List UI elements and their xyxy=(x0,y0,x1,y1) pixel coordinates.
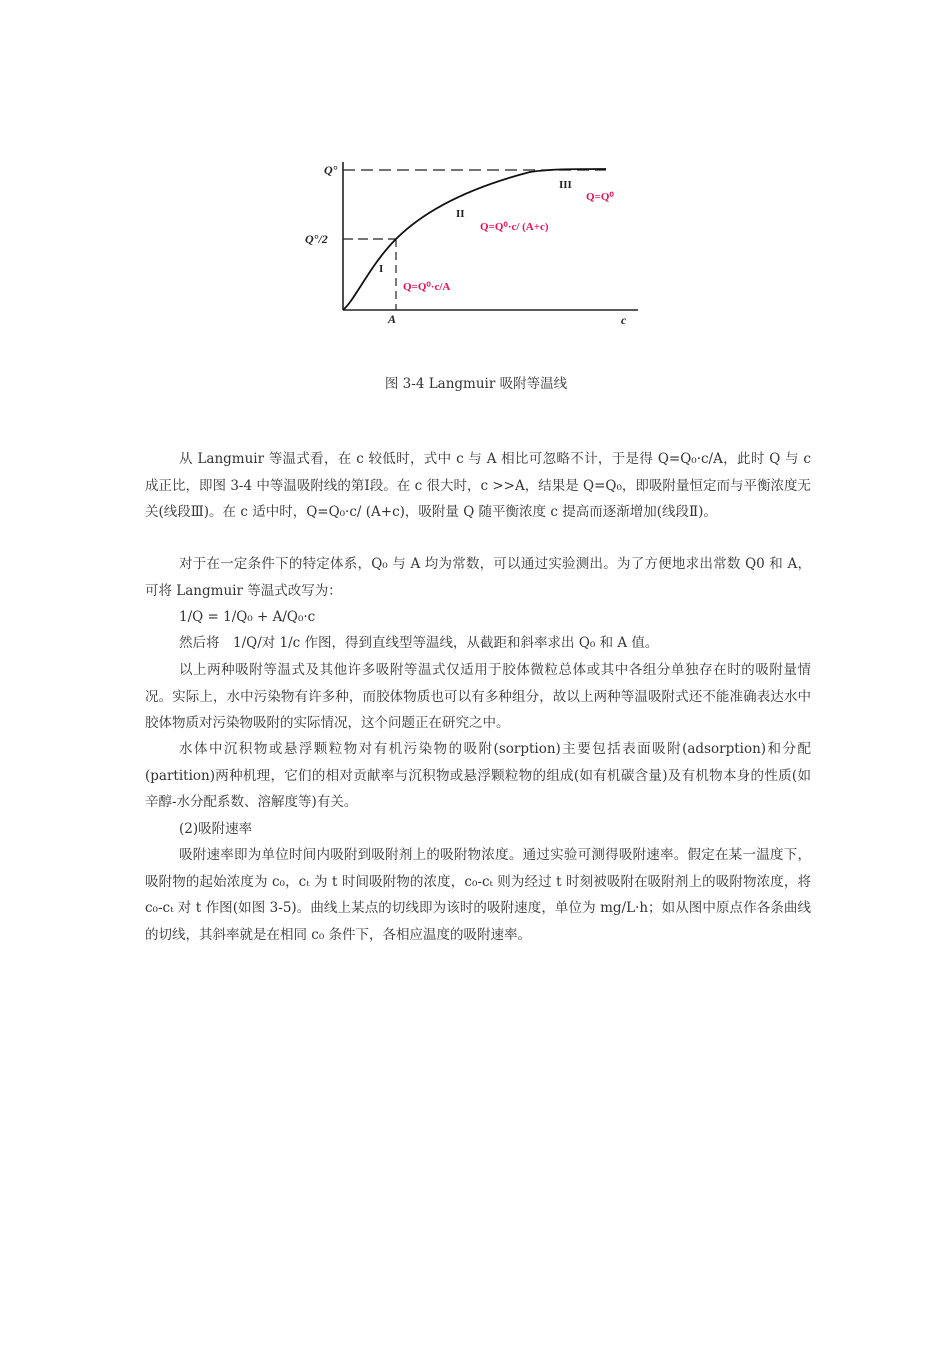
y-top-label: Q° xyxy=(324,163,338,177)
x-a-label: A xyxy=(388,312,397,326)
y-half-label: Q°/2 xyxy=(305,232,328,246)
equation-segment-2: Q=Q⁰·c/ (A+c) xyxy=(480,221,549,233)
paragraph-constants: 对于在一定条件下的特定体系，Q₀ 与 A 均为常数，可以通过实验测出。为了方便地求出常数 Q0 和 A，可将 Langmuir 等温式改写为： xyxy=(145,556,811,599)
paragraph-langmuir-interpretation: 从 Langmuir 等温式看，在 c 较低时，式中 c 与 A 相比可忽略不计，于是得 Q=Q₀·c/A，此时 Q 与 c 成正比，即图 3-4 中等温吸附线的第Ⅰ段。在 c 很大时，c >>A，结果是 Q=Q₀，即吸附量恒定而与平衡浓度无关(线段Ⅲ)。在 c 适中时，Q=Q₀·c/ (A+c)，吸附量 Q 随平衡浓度 c 提高而逐渐增加(线段Ⅱ)。 xyxy=(145,451,811,520)
figure-caption: 图 3-4 Langmuir 吸附等温线 xyxy=(384,376,568,392)
segment-1-label: I xyxy=(379,263,384,275)
paragraph-plotting: 然后将 1/Q/对 1/c 作图，得到直线型等温线，从截距和斜率求出 Q₀ 和 A 值。 xyxy=(179,635,659,651)
paragraph-sorption-mechanisms: 水体中沉积物或悬浮颗粒物对有机污染物的吸附(sorption)主要包括表面吸附(adsorption)和分配(partition)两种机理，它们的相对贡献率与沉积物或悬浮颗粒物的组成(如有机碳含量)及有机物本身的性质(如辛醇-水分配系数、溶解度等)有关。 xyxy=(145,741,811,810)
section-heading-adsorption-rate: (2)吸附速率 xyxy=(179,821,253,837)
equation-segment-3: Q=Q⁰ xyxy=(586,191,614,203)
paragraph-adsorption-rate: 吸附速率即为单位时间内吸附到吸附剂上的吸附物浓度。通过实验可测得吸附速率。假定在某一温度下，吸附物的起始浓度为 c₀，cₜ 为 t 时间吸附物的浓度，c₀-cₜ 则为经过 t 时刻被吸附在吸附剂上的吸附物浓度，将 c₀-cₜ 对 t 作图(如图 3-5)。曲线上某点的切线即为该时的吸附速度，单位为 mg/L·h；如从图中原点作各条曲线的切线，其斜率就是在相同 c₀ 条件下，各相应温度的吸附速率。 xyxy=(145,847,811,943)
paragraph-limitations: 以上两种吸附等温式及其他许多吸附等温式仅适用于胶体微粒总体或其中各组分单独存在时的吸附量情况。实际上，水中污染物有许多种，而胶体物质也可以有多种组分，故以上两种等温吸附式还不能准确表达水中胶体物质对污染物吸附的实际情况，这个问题正在研究之中。 xyxy=(145,662,811,731)
segment-3-label: III xyxy=(559,179,572,191)
formula-linearized: 1/Q = 1/Q₀ + A/Q₀·c xyxy=(179,609,316,625)
equation-segment-1: Q=Q⁰·c/A xyxy=(403,281,451,293)
langmuir-isotherm-figure xyxy=(300,150,650,340)
isotherm-plot xyxy=(300,150,650,340)
segment-2-label: II xyxy=(456,208,465,220)
x-c-label: c xyxy=(621,313,627,327)
